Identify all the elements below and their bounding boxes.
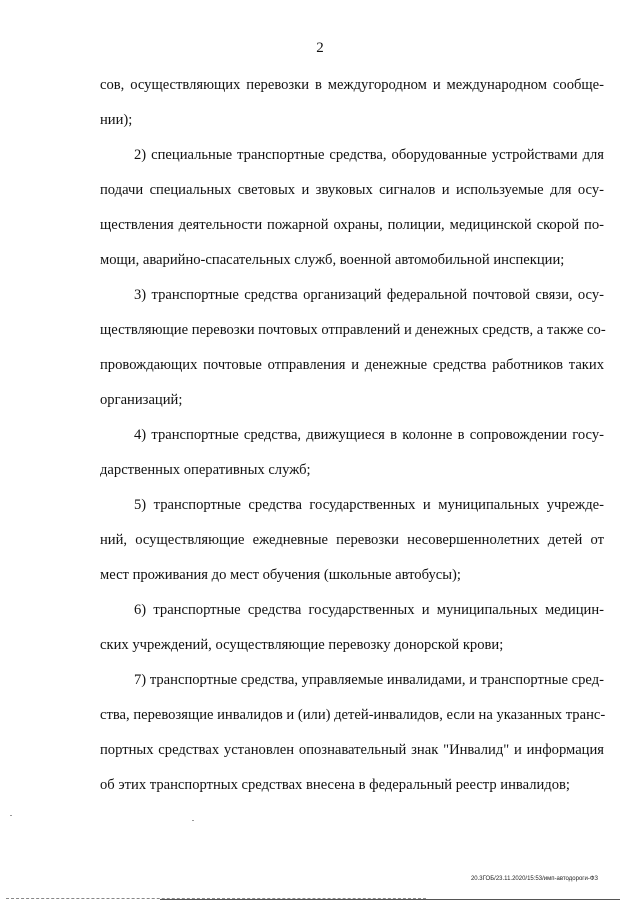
text-line: дарственных оперативных служб; bbox=[100, 462, 311, 478]
text-line: мощи, аварийно-спасательных служб, военной автомобильной инспекции; bbox=[100, 252, 565, 268]
text-line: 3) транспортные средства организаций федеральной почтовой связи, осу- bbox=[134, 287, 604, 303]
footer-stamp: 20.3ГОБ/23.11.2020/15:53/имп-автодороги-ФЗ bbox=[470, 876, 598, 882]
text-line: подачи специальных световых и звуковых сигналов и используемые для осу- bbox=[100, 182, 604, 198]
text-line: 2) специальные транспортные средства, оборудованные устройствами для bbox=[134, 147, 604, 163]
text-line: 6) транспортные средства государственных и муниципальных медицин- bbox=[134, 602, 604, 618]
text-line: сов, осуществляющих перевозки в междугородном и международном сообще- bbox=[100, 77, 604, 93]
scan-artifact bbox=[192, 820, 194, 821]
scan-artifact bbox=[10, 815, 12, 816]
text-line: провождающих почтовые отправления и денежные средства работников таких bbox=[100, 357, 604, 373]
document-body bbox=[100, 68, 604, 803]
text-line: портных средствах установлен опознавательный знак "Инвалид" и информация bbox=[100, 742, 604, 758]
text-line: мест проживания до мест обучения (школьные автобусы); bbox=[100, 567, 461, 583]
text-line: 4) транспортные средства, движущиеся в колонне в сопровождении госу- bbox=[134, 427, 604, 443]
text-line: 7) транспортные средства, управляемые инвалидами, и транспортные сред- bbox=[134, 672, 604, 688]
text-line: ских учреждений, осуществляющие перевозку донорской крови; bbox=[100, 637, 504, 653]
text-line: организаций; bbox=[100, 392, 183, 408]
text-line: ществления деятельности пожарной охраны, полиции, медицинской скорой по- bbox=[100, 217, 604, 233]
text-line: 5) транспортные средства государственных и муниципальных учрежде- bbox=[134, 497, 604, 513]
text-line: нии); bbox=[100, 112, 133, 128]
text-line: ний, осуществляющие ежедневные перевозки несовершеннолетних детей от bbox=[100, 532, 604, 548]
text-line: ществляющие перевозки почтовых отправлений и денежных средств, а также со- bbox=[100, 322, 606, 338]
text-line: ства, перевозящие инвалидов и (или) детей-инвалидов, если на указанных транс- bbox=[100, 707, 606, 723]
text-line: об этих транспортных средствах внесена в федеральный реестр инвалидов; bbox=[100, 777, 570, 793]
page-number: 2 bbox=[316, 40, 324, 56]
scan-edge-rule bbox=[160, 899, 620, 900]
